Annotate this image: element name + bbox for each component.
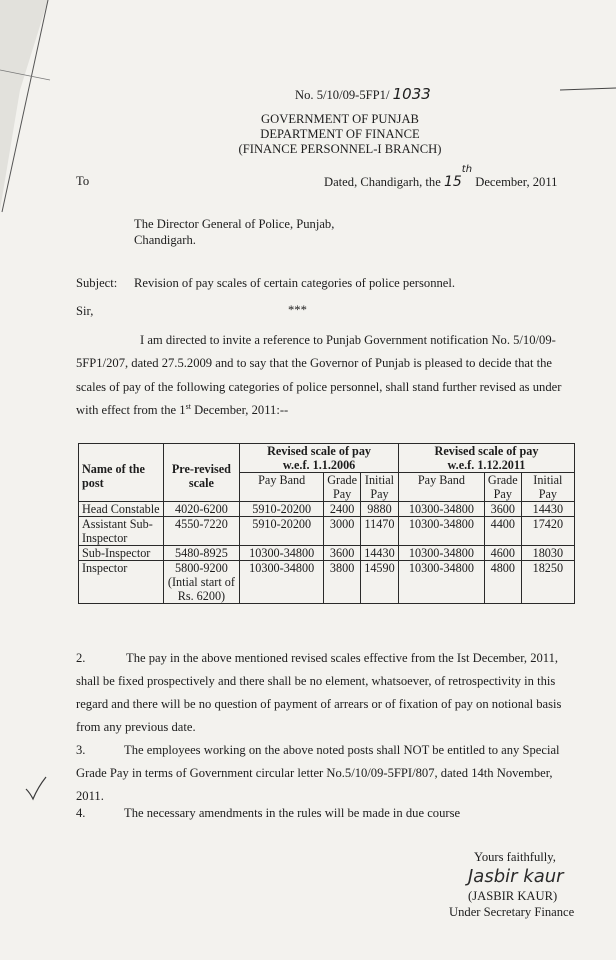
para1-line4-sup: st [185,401,191,411]
para2-line1: The pay in the above mentioned revised scales effective from the Ist December, 2011, [126,651,559,665]
cell-pre-revised: 4550-7220 [163,517,240,546]
closing-yours-faithfully: Yours faithfully, [474,850,556,864]
cell-grade-pay-2006: 2400 [324,502,361,517]
dated-prefix: Dated, Chandigarh, the [324,175,441,189]
cell-pre-revised: 5800-9200 (Intial start of Rs. 6200) [163,561,240,604]
cell-post-name: Inspector [79,561,164,604]
cell-initial-pay-2011: 18250 [521,561,574,604]
para4-number: 4. [76,806,86,820]
cell-grade-pay-2011: 4400 [484,517,521,546]
para2-line3: regard and there will be no question of payment of arrears or of fixation of pay on notional basis [76,697,562,711]
cell-initial-pay-2006: 9880 [360,502,398,517]
closing-title: Under Secretary Finance [449,905,575,919]
check-mark-icon [24,775,48,801]
para3-line3: 2011. [76,789,104,803]
cell-initial-pay-2011: 14430 [521,502,574,517]
dated-day-number: 15 [443,174,462,190]
pay-scale-table [78,443,575,604]
subheader-grade-pay: Grade Pay [324,473,361,502]
cell-pay-band-2006: 5910-20200 [240,502,324,517]
cell-grade-pay-2006: 3800 [324,561,361,604]
signature-handwritten: Jasbir kaur [468,866,564,887]
para1-line3: scales of pay of the following categories of police personnel, shall stand further revised as under [76,380,562,394]
cell-pay-band-2011: 10300-34800 [398,561,484,604]
cell-post-name: Sub-Inspector [79,546,164,561]
dated-day-suffix: th [461,164,473,176]
para2-number: 2. [76,651,86,665]
header-revised-2011 [398,444,574,473]
cell-initial-pay-2006: 14430 [360,546,398,561]
para2-line2: shall be fixed prospectively and there shall be no element, whatsoever, of retrospectivity in this [76,674,556,688]
subheader-pay-band-2011: Pay Band [398,473,484,502]
dated-day-handwritten [443,164,473,190]
scan-right-line [560,80,616,100]
cell-pay-band-2006: 5910-20200 [240,517,324,546]
subject-text: Revision of pay scales of certain categories of police personnel. [134,276,456,290]
letter-number [295,85,431,103]
header-revised-2006 [240,444,399,473]
subheader-pay-band: Pay Band [240,473,324,502]
header-pre-revised: Pre-revised scale [163,444,240,502]
para1-line2: 5FP1/207, dated 27.5.2009 and to say that the Governor of Punjab is pleased to decide that the [76,356,553,370]
header-name-of-post: Name of the post [79,444,164,502]
para3-line2: Grade Pay in terms of Government circular letter No.5/10/09-5FPI/807, dated 14th November, [76,766,553,780]
separator-stars: *** [288,303,307,317]
cell-pay-band-2011: 10300-34800 [398,517,484,546]
cell-post-name: Head Constable [79,502,164,517]
table-row [79,546,575,561]
subheader-grade-pay-2011: Grade Pay [484,473,521,502]
cell-initial-pay-2006: 14590 [360,561,398,604]
subheader-initial-pay: Initial Pay [360,473,398,502]
cell-initial-pay-2006: 11470 [360,517,398,546]
para2-line4: from any previous date. [76,720,196,734]
closing-name: (JASBIR KAUR) [468,889,558,903]
header-revised-2011-line2: w.e.f. 1.12.2011 [447,458,526,472]
subheader-initial-pay-2011: Initial Pay [521,473,574,502]
cell-grade-pay-2006: 3000 [324,517,361,546]
cell-pre-revised: 4020-6200 [163,502,240,517]
cell-post-name: Assistant Sub- Inspector [79,517,164,546]
cell-pay-band-2006: 10300-34800 [240,546,324,561]
cell-grade-pay-2011: 3600 [484,502,521,517]
cell-initial-pay-2011: 17420 [521,517,574,546]
para3-line1: The employees working on the above noted posts shall NOT be entitled to any Special [124,743,560,757]
letter-number-handwritten: 1033 [392,85,431,103]
para1-line4 [76,403,288,418]
para1-line4-post: December, 2011:-- [190,403,289,417]
para1-line1: I am directed to invite a reference to Punjab Government notification No. 5/10/09- [140,333,556,347]
cell-initial-pay-2011: 18030 [521,546,574,561]
header-revised-2011-line1: Revised scale of pay [434,444,539,458]
letter-number-printed: No. 5/10/09-5FP1/ [295,88,390,102]
para3-number: 3. [76,743,86,757]
table-row [79,502,575,517]
cell-grade-pay-2006: 3600 [324,546,361,561]
header-branch: (FINANCE PERSONNEL-I BRANCH) [238,142,442,156]
cell-pay-band-2011: 10300-34800 [398,502,484,517]
addressee-line2: Chandigarh. [134,233,196,247]
dated-suffix: December, 2011 [475,175,558,189]
para1-line4-pre: with effect from the 1 [76,403,186,417]
addressee-line1: The Director General of Police, Punjab, [134,217,335,231]
header-revised-2006-line2: w.e.f. 1.1.2006 [282,458,356,472]
scan-fold-artifact [0,0,60,230]
table-header-row [79,444,575,473]
cell-grade-pay-2011: 4800 [484,561,521,604]
cell-pre-revised: 5480-8925 [163,546,240,561]
header-govt: GOVERNMENT OF PUNJAB [261,112,419,126]
subject-label: Subject: [76,276,118,290]
cell-grade-pay-2011: 4600 [484,546,521,561]
para4-line1: The necessary amendments in the rules will be made in due course [124,806,461,820]
salutation: Sir, [76,304,94,318]
header-revised-2006-line1: Revised scale of pay [267,444,372,458]
header-dept: DEPARTMENT OF FINANCE [260,127,420,141]
table-row [79,517,575,546]
to-label: To [76,174,90,188]
cell-pay-band-2011: 10300-34800 [398,546,484,561]
dated-line [324,164,558,190]
cell-pay-band-2006: 10300-34800 [240,561,324,604]
table-row [79,561,575,604]
